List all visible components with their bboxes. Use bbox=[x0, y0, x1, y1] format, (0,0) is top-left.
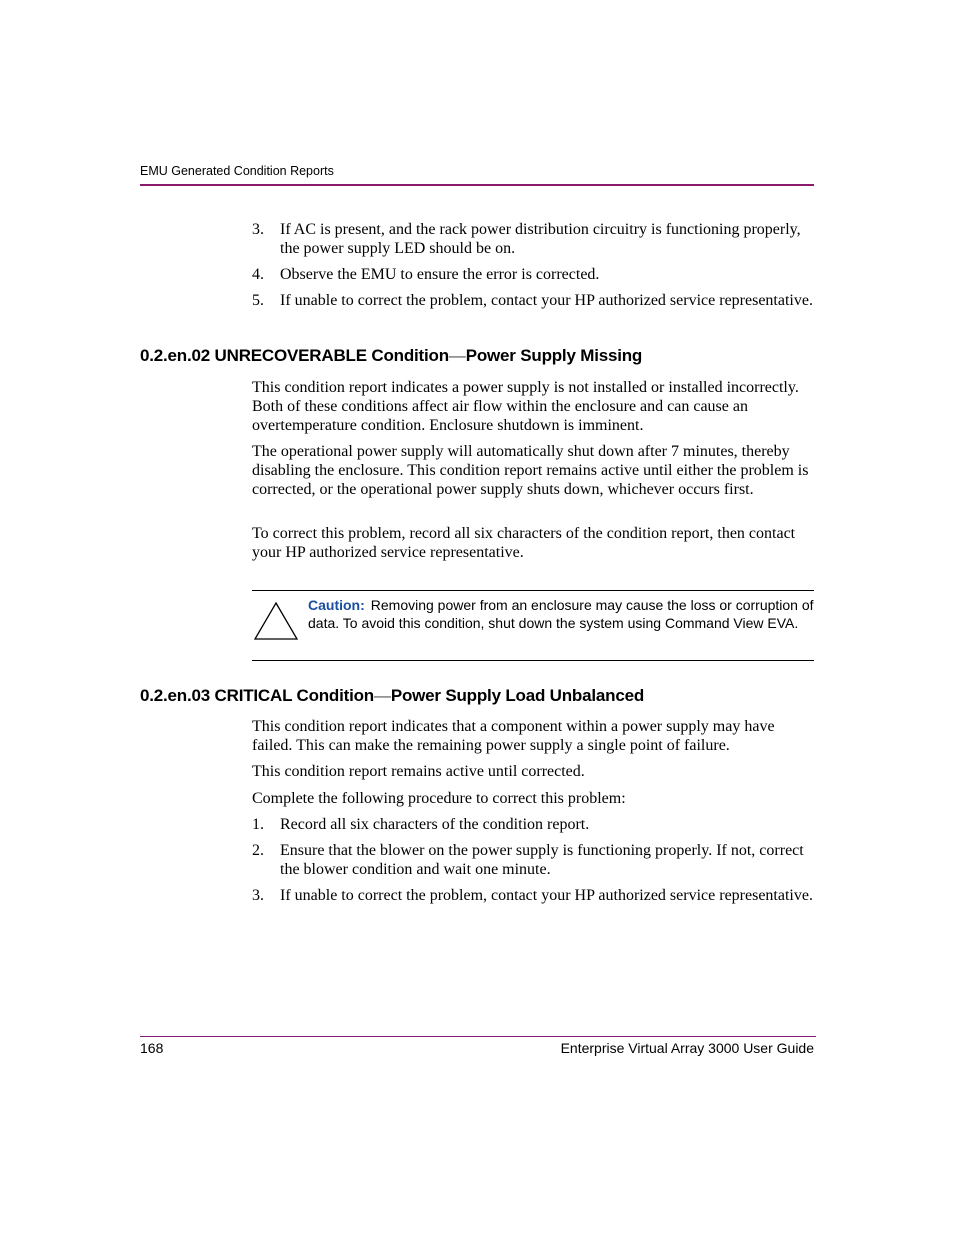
paragraph: This condition report indicates a power supply is not installed or installed incorrectly. Both of these conditions affect air flow within the enclosure and can cause an overtemperature condition. Enclosure shutdown is imminent. bbox=[252, 379, 799, 434]
list-item-number: 1. bbox=[252, 816, 264, 833]
caution-bottom-rule bbox=[252, 660, 814, 661]
paragraph: This condition report remains active until corrected. bbox=[252, 763, 585, 780]
section-heading-power-supply-missing bbox=[140, 346, 642, 366]
caution-top-rule bbox=[252, 590, 814, 591]
procedure-list bbox=[252, 815, 814, 912]
page-number: 168 bbox=[140, 1040, 164, 1056]
list-item bbox=[252, 220, 814, 258]
document-title: Enterprise Virtual Array 3000 User Guide bbox=[560, 1040, 814, 1056]
heading-title: Power Supply Load Unbalanced bbox=[390, 686, 645, 705]
heading-title: Power Supply Missing bbox=[465, 346, 643, 365]
list-item-number: 2. bbox=[252, 842, 264, 859]
heading-dash: — bbox=[374, 686, 391, 705]
running-header: EMU Generated Condition Reports bbox=[140, 164, 334, 178]
list-item bbox=[252, 265, 814, 284]
caution-label: Caution: bbox=[308, 597, 365, 613]
paragraph: This condition report indicates that a component within a power supply may have failed. This can make the remaining power supply a single point of failure. bbox=[252, 718, 775, 754]
paragraph: To correct this problem, record all six characters of the condition report, then contact your HP authorized service representative. bbox=[252, 525, 796, 561]
list-item bbox=[252, 886, 814, 905]
list-item-text: Record all six characters of the condition report. bbox=[280, 816, 590, 833]
list-item-number: 4. bbox=[252, 266, 264, 283]
list-item-number: 3. bbox=[252, 887, 264, 904]
list-item bbox=[252, 841, 814, 879]
heading-code: 0.2.en.03 CRITICAL Condition bbox=[140, 686, 374, 705]
list-item-text: If AC is present, and the rack power distribution circuitry is functioning properly, the power supply LED should be on. bbox=[280, 221, 801, 257]
paragraph: The operational power supply will automatically shut down after 7 minutes, thereby disabling the enclosure. This condition report remains active until either the problem is corrected, or the operational power supply shuts down, whichever occurs first. bbox=[252, 443, 809, 498]
section-heading-load-unbalanced bbox=[140, 686, 644, 706]
heading-dash: — bbox=[448, 346, 466, 365]
list-item-number: 5. bbox=[252, 292, 264, 309]
procedure-list-continued bbox=[252, 220, 814, 317]
list-item bbox=[252, 291, 814, 310]
header-rule bbox=[140, 184, 814, 186]
list-item-text: Observe the EMU to ensure the error is corrected. bbox=[280, 266, 600, 283]
list-item-number: 3. bbox=[252, 221, 264, 238]
list-item bbox=[252, 815, 814, 834]
list-item-text: If unable to correct the problem, contact your HP authorized service representative. bbox=[280, 887, 813, 904]
paragraph: Complete the following procedure to correct this problem: bbox=[252, 790, 626, 807]
caution-note bbox=[308, 597, 816, 632]
list-item-text: Ensure that the blower on the power supply is functioning properly. If not, correct the blower condition and wait one minute. bbox=[280, 842, 804, 878]
caution-body: Removing power from an enclosure may cause the loss or corruption of data. To avoid this condition, shut down the system using Command View EVA. bbox=[308, 597, 814, 631]
list-item-text: If unable to correct the problem, contact your HP authorized service representative. bbox=[280, 292, 813, 309]
caution-triangle-icon bbox=[253, 600, 299, 642]
footer-rule bbox=[140, 1036, 816, 1037]
heading-code: 0.2.en.02 UNRECOVERABLE Condition bbox=[140, 346, 449, 365]
